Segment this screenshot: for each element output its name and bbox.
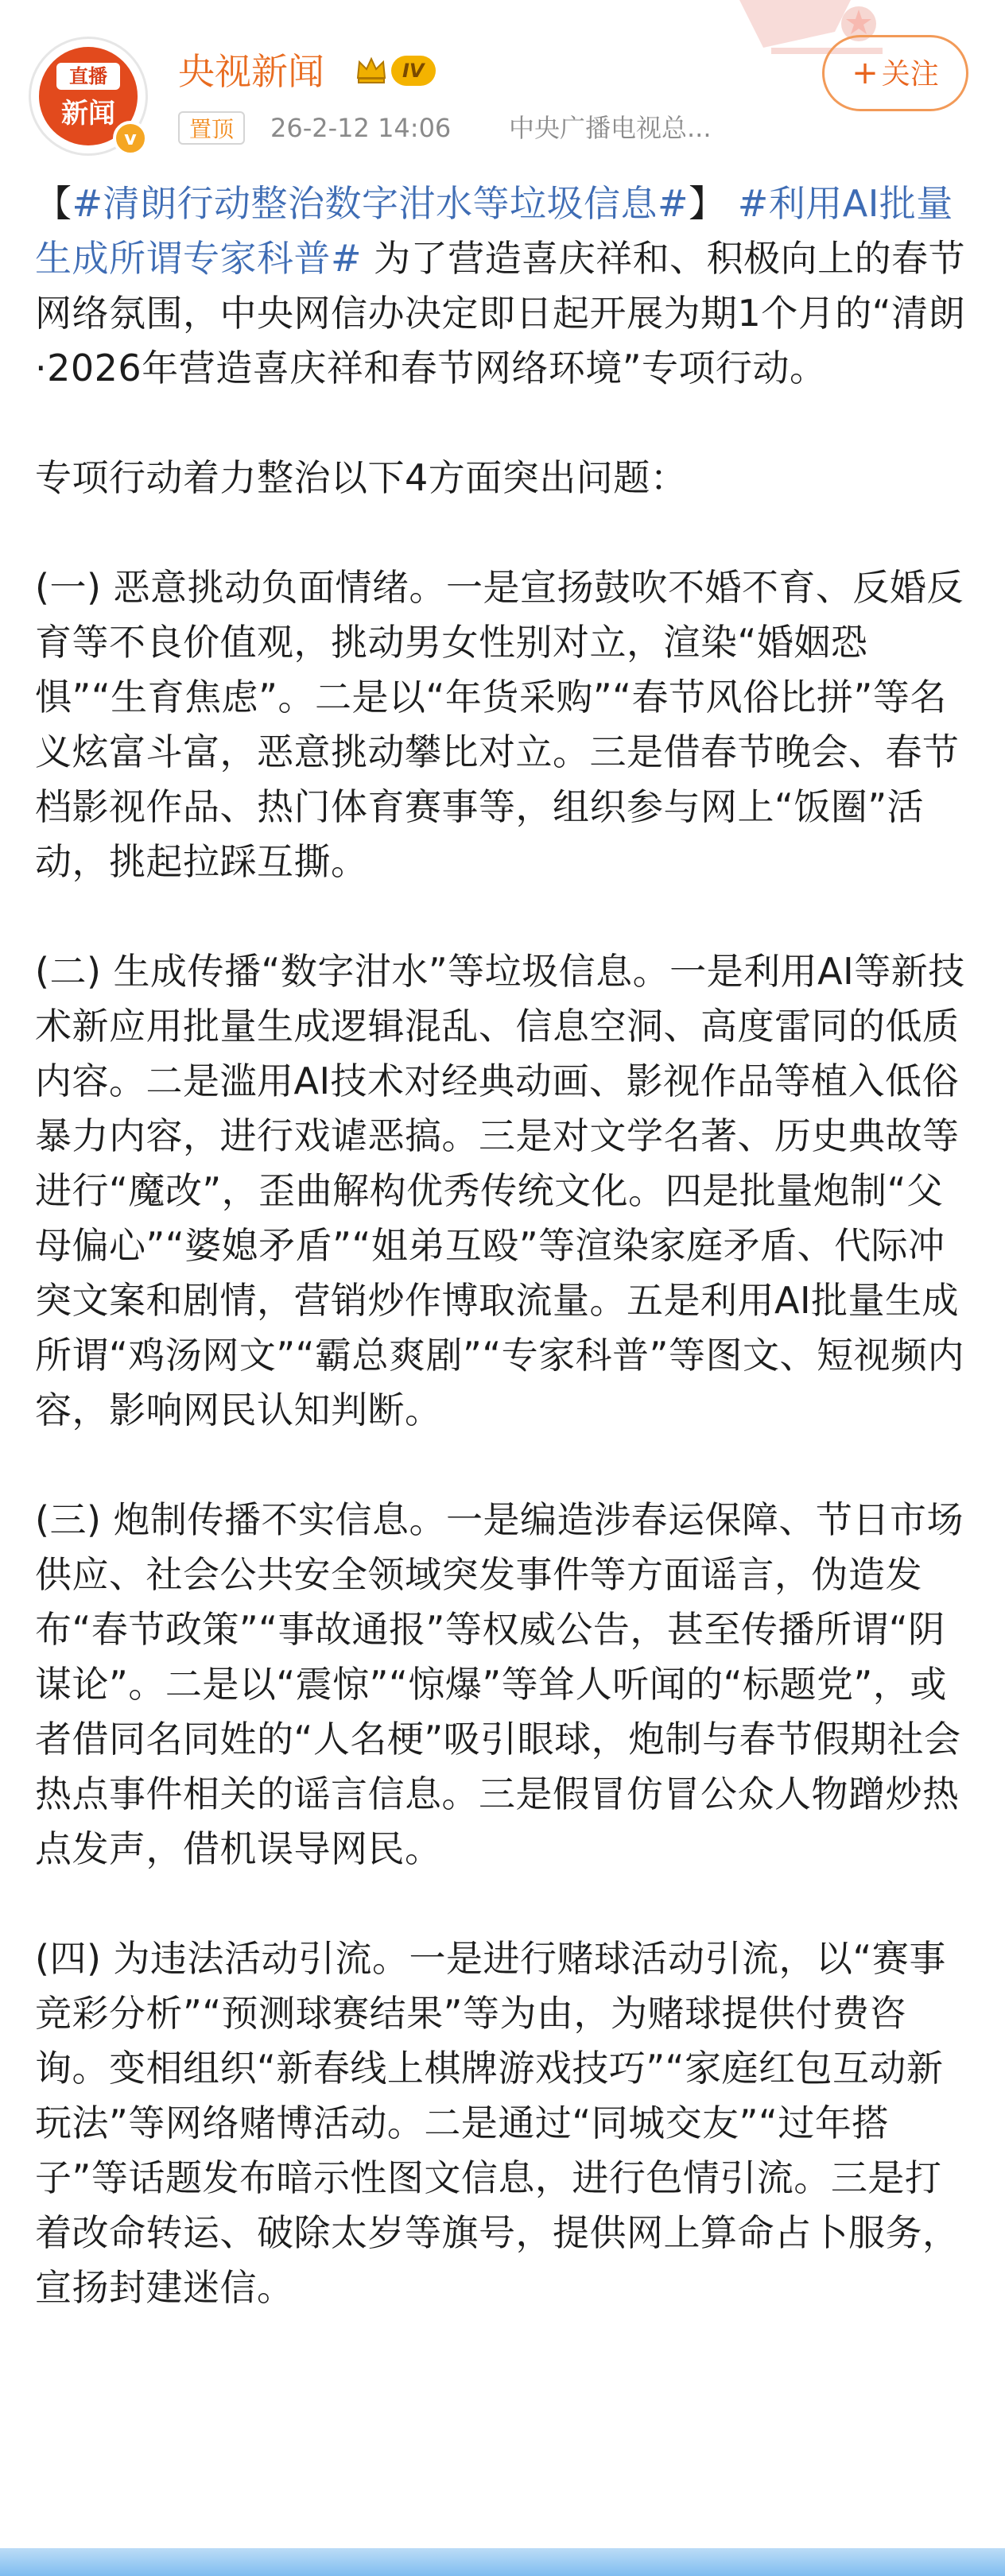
post-source[interactable]: 中央广播电视总...	[509, 113, 712, 143]
follow-label: 关注	[881, 58, 939, 91]
topic-link-qinglang[interactable]: #清朗行动整治数字泔水等垃圾信息#	[72, 182, 689, 225]
avatar-text-bottom: 新闻	[61, 98, 115, 130]
intro-text: 为了营造喜庆祥和、积极向上的春节网络氛围，中央网信办决定即日起开展为期1个月的“清朗·2026年营造喜庆祥和春节网络环境”专项行动。	[35, 237, 966, 389]
plus-icon: +	[852, 55, 879, 91]
post-content	[35, 176, 973, 2370]
avatar[interactable]	[29, 37, 151, 159]
level-badge: IV	[391, 56, 436, 86]
bracket-open: 【	[35, 182, 72, 225]
post-time: 26-2-12 14:06	[270, 113, 452, 143]
pinned-badge: 置顶	[178, 111, 245, 145]
post-header	[0, 0, 1005, 159]
paragraph-3: (三) 炮制传播不实信息。一是编造涉春运保障、节日市场供应、社会公共安全领域突发事件等方面谣言，伪造发布“春节政策”“事故通报”等权威公告，甚至传播所谓“阴谋论”。二是以“震惊”“惊爆”等耸人听闻的“标题党”，或者借同名同姓的“人名梗”吸引眼球，炮制与春节假期社会热点事件相关的谣言信息。三是假冒仿冒公众人物蹭炒热点发声，借机误导网民。	[35, 1498, 964, 1870]
avatar-text-top: 直播	[56, 63, 120, 90]
paragraph-2: (二) 生成传播“数字泔水”等垃圾信息。一是利用AI等新技术新应用批量生成逻辑混乱、信息空洞、高度雷同的低质内容。二是滥用AI技术对经典动画、影视作品等植入低俗暴力内容，进行戏谑恶搞。三是对文学名著、历史典故等进行“魔改”，歪曲解构优秀传统文化。四是批量炮制“父母偏心”“婆媳矛盾”“姐弟互殴”等渲染家庭矛盾、代际冲突文案和剧情，营销炒作博取流量。五是利用AI批量生成所谓“鸡汤网文”“霸总爽剧”“专家科普”等图文、短视频内容，影响网民认知判断。	[35, 950, 965, 1431]
author-name[interactable]: 央视新闻	[178, 50, 324, 93]
bottom-image-strip[interactable]	[0, 2548, 1005, 2576]
verified-badge-icon: v	[113, 121, 148, 156]
crown-icon	[353, 51, 390, 87]
section-heading: 专项行动着力整治以下4方面突出问题：	[35, 456, 688, 499]
intro-paragraph	[35, 176, 973, 396]
topic-link-ai[interactable]: #利用AI批量生成所谓专家科普#	[35, 182, 953, 280]
paragraph-1: (一) 恶意挑动负面情绪。一是宣扬鼓吹不婚不育、反婚反育等不良价值观，挑动男女性别对立，渲染“婚姻恐惧”“生育焦虑”。二是以“年货采购”“春节风俗比拼”等名义炫富斗富，恶意挑动攀比对立。三是借春节晚会、春节档影视作品、热门体育赛事等，组织参与网上“饭圈”活动，挑起拉踩互撕。	[35, 566, 964, 883]
paragraph-4: (四) 为违法活动引流。一是进行赌球活动引流，以“赛事竞彩分析”“预测球赛结果”等为由，为赌球提供付费咨询。变相组织“新春线上棋牌游戏技巧”“家庭红包互动新玩法”等网络赌博活动。二是通过“同城交友”“过年搭子”等话题发布暗示性图文信息，进行色情引流。三是打着改命转运、破除太岁等旗号，提供网上算命占卜服务，宣扬封建迷信。	[35, 1937, 960, 2309]
bracket-close: 】	[689, 182, 726, 225]
follow-button[interactable]	[822, 35, 968, 111]
